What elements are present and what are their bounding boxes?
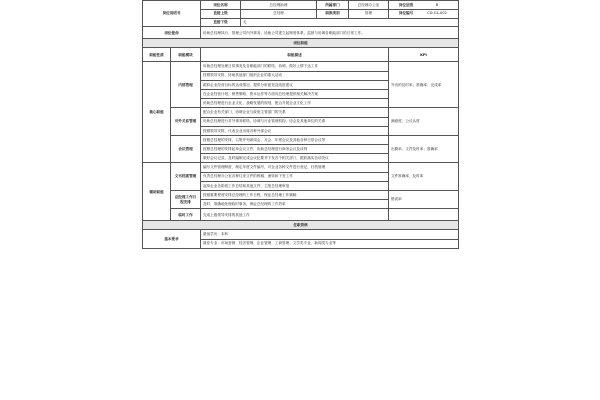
header-value: 无 [241, 18, 459, 27]
mission-label: 岗位使命 [143, 27, 201, 39]
duty-item: 编写文件管理制度、制定年度文件编号，对企业各种文件进行登记、归档管理 [201, 163, 389, 172]
header-label: 岗位名称 [201, 1, 241, 10]
duty-row [143, 108, 459, 117]
header-row [143, 1, 459, 10]
duty-item: 负责总经理办公室各种往来文件的核稿、流转和下发工作 [201, 172, 389, 181]
duty-item: 协助总经理处理日常事务及各职能部门的联络、协调，做好上情下达工作 [201, 62, 389, 71]
header-label: 直接上级 [201, 9, 241, 18]
duty-item: 协助总经理进行对外事务联络，协调与行业管理机构、协会及其他单位的关系 [201, 117, 389, 126]
mission-text: 协助总经理执行、管理公司内外事务，协助公司建立起制度体系，监督与协调各职能部门的日常工作。 [201, 27, 459, 39]
duty-item: 按照领导安排，代表企业出席各种外部会议 [201, 126, 389, 135]
duty-item: 跟踪企业经营目标的达成情况，提供分析意见及改进建议 [201, 80, 389, 89]
header-value: B [435, 2, 439, 7]
header-value: CD-GL-002 [427, 11, 447, 16]
header-value: 总经理助理 [241, 1, 317, 10]
duty-item: 起草企业各阶段工作总结和其他文件，主报总经理审批 [201, 181, 389, 190]
duty-item: 按照领导安排，协助其他部门组织企业的重大活动 [201, 71, 389, 80]
module-schedule: 总经理工作日程安排 [171, 191, 201, 209]
duty-item: 及时、准确地处理临时事务，保证总经理的工作效率 [201, 200, 389, 209]
qualification-line: 最佳专业：市场营销、经济管理、企业管理、工商管理、文学类专业、新闻类专业等 [201, 239, 459, 248]
duty-item: 做好会议记录，及时编制完成会议纪要并下发各个相关部门，跟踪落实各项决议 [201, 154, 389, 163]
header-value: 管理 [349, 9, 389, 18]
kpi-cell: 文件准确率；及时率 [389, 163, 459, 191]
duty-item: 协助总经理进行企业文化、战略发展的规划，配合开展企业文化工作 [201, 99, 389, 108]
duty-row [143, 209, 459, 221]
header-value: 总经理办公室 [349, 1, 389, 10]
col-nature: 职能性质 [143, 48, 171, 62]
section-title: 岗位职能 [143, 39, 459, 48]
section-title: 任职资格 [143, 221, 459, 230]
col-kpi: KPI [389, 48, 459, 62]
duty-item: 配合企业有关部门，协调企业与政府主管部门的关系 [201, 108, 389, 117]
module-documents: 文书档案管理 [171, 163, 201, 191]
kpi-cell: 外出的及时率；准确率；完成率 [389, 62, 459, 108]
kpi-cell: 错误率 [389, 191, 459, 209]
duty-item: 在企业经营计划、销售策略、资本运作等方面向总经理提供相关解决方案 [201, 89, 389, 98]
duty-item: 按照总经理的安排，召集并列席周会、月会、年度会议及其他各种日常会议等 [201, 135, 389, 144]
module-temporary: 临时工作 [171, 209, 201, 221]
module-external: 对外关系管理 [171, 108, 201, 136]
header-label: 所属部门 [317, 1, 349, 10]
duty-item: 完成上级领导安排的其他工作 [201, 209, 389, 221]
header-code-cell [389, 9, 459, 18]
header-level-cell [389, 1, 459, 10]
doc-title: 岗位说明书 [143, 1, 201, 27]
duty-row [143, 191, 459, 200]
job-description-page [142, 0, 458, 400]
column-header-row [143, 48, 459, 62]
col-desc: 职能描述 [201, 48, 389, 62]
duty-item: 按照总经理的安排起草会议文件，协助总经理进行商务会议及谈判 [201, 145, 389, 154]
duty-item: 按照重要程度安排总经理的工作日程，保证总经理工作顺畅 [201, 191, 389, 200]
module-meetings: 会议管理 [171, 135, 201, 163]
nature-auxiliary: 辅助职能 [143, 163, 171, 221]
header-label: 岗位层级 [398, 2, 414, 7]
header-label: 直接下级 [201, 18, 241, 27]
qualification-line: 最低学历：本科 [201, 230, 459, 239]
job-description-table [142, 0, 459, 249]
qualification-label: 基本要求 [143, 230, 201, 248]
section-row [143, 39, 459, 48]
kpi-cell [389, 209, 459, 221]
col-module: 职能模块 [171, 48, 201, 62]
kpi-cell: 出勤率；文件及时率；准确率 [389, 135, 459, 163]
nature-core: 核心职能 [143, 62, 171, 163]
kpi-cell: 满意度；公议认度 [389, 108, 459, 136]
duty-row [143, 62, 459, 71]
module-internal: 内部管理 [171, 62, 201, 108]
mission-row [143, 27, 459, 39]
duty-row [143, 135, 459, 144]
duty-row [143, 163, 459, 172]
header-label: 岗位编号 [398, 11, 414, 16]
section-row [143, 221, 459, 230]
header-value: 总经理 [241, 9, 317, 18]
header-label: 职族类别 [317, 9, 349, 18]
qualification-row [143, 230, 459, 239]
